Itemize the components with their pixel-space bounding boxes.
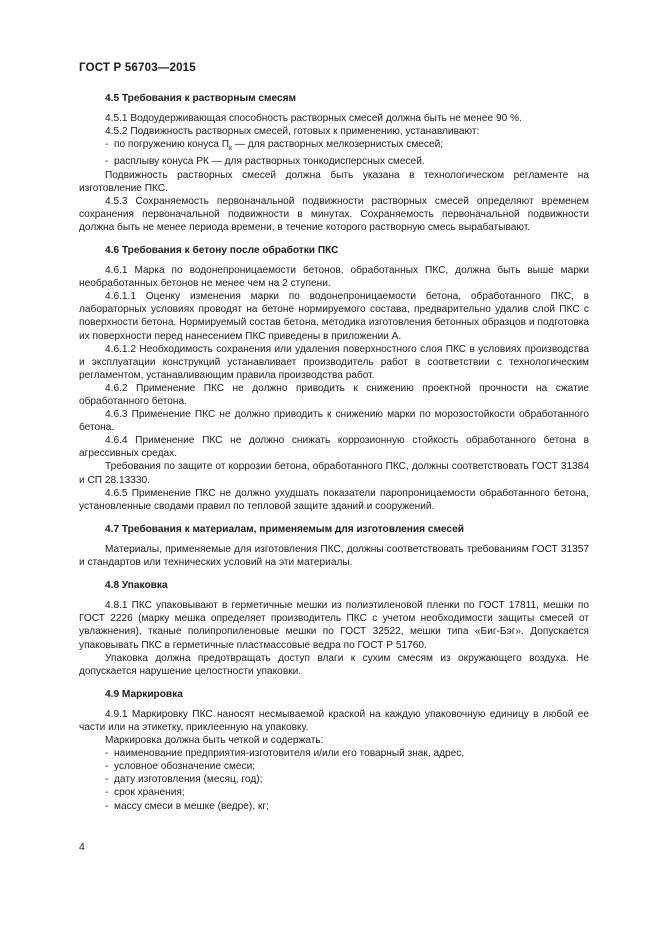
list-item: - расплыву конуса РК — для растворных тонкодисперсных смесей. <box>105 156 425 168</box>
paragraph: 4.6.2 Применение ПКС не должно приводить к снижению проектной прочности на сжатие обработанного бетона. <box>79 382 589 407</box>
paragraph: 4.5.2 Подвижность растворных смесей, готовых к применению, устанавливают: <box>105 126 480 138</box>
section-heading: 4.5 Требования к растворным смесям <box>105 93 297 104</box>
list-item-text: срок хранения; <box>114 787 185 799</box>
section-heading: 4.6 Требования к бетону после обработки ПКС <box>105 244 339 256</box>
list-item-text: дату изготовления (месяц, год); <box>114 774 263 786</box>
standard-header: ГОСТ Р 56703—2015 <box>79 62 196 74</box>
list-item-text: массу смеси в мешке (ведре), кг; <box>114 800 269 812</box>
section-heading: 4.9 Маркировка <box>105 688 183 700</box>
paragraph: Маркировка должна быть четкой и содержать: <box>105 735 324 747</box>
paragraph: Материалы, применяемые для изготовления ПКС, должны соответствовать требованиям ГОСТ 31357 и стандартов или технических условий на эти материалы. <box>79 543 589 569</box>
list-item: - условное обозначение смеси; <box>105 761 256 773</box>
list-item-text: условное обозначение смеси; <box>114 761 256 773</box>
subscript: к <box>228 145 233 153</box>
list-item: - наименование предприятия-изготовителя и/или его товарный знак, адрес, <box>105 748 465 760</box>
list-item-text: наименование предприятия-изготовителя и/или его товарный знак, адрес, <box>114 748 465 760</box>
paragraph: 4.5.1 Водоудерживающая способность растворных смесей должна быть не менее 90 %. <box>105 113 522 125</box>
paragraph: 4.6.3 Применение ПКС не должно приводить к снижению марки по морозостойкости обработанного бетона. <box>79 409 589 434</box>
list-item: - по погружению конуса $П_к$ — для растворных мелкозернистых смесей; <box>105 139 444 153</box>
page-number: 4 <box>79 841 85 853</box>
paragraph: 4.6.1.1 Оценку изменения марки по водонепроницаемости бетона, обработанного ПКС, в лабораторных условиях проводят на бетоне нормируемого состава, предварительно удалив слой ПКС с поверхности бетона. Нормируемый состав бетона, методика изготовления бетонных образцов и подготовка их поверхности перед нанесением ПКС приведены в приложении А. <box>79 291 589 342</box>
section-heading: 4.7 Требования к материалам, применяемым для изготовления смесей <box>105 523 464 535</box>
list-item-text: по погружению конуса П <box>114 139 229 151</box>
paragraph: 4.5.3 Сохраняемость первоначальной подвижности растворных смесей определяют временем сохранения первоначальной подвижности в минутах. Сохраняемость первоначальной подвижности должна быть не менее периода времени, в течение которого растворную смесь вырабатывают. <box>79 195 589 233</box>
paragraph: 4.6.4 Применение ПКС не должно снижать коррозионную стойкость обработанного бетона в агрессивных средах. <box>79 435 589 460</box>
paragraph: 4.6.1.2 Необходимость сохранения или удаления поверхностного слоя ПКС в условиях производства и эксплуатации конструкций устанавливает производитель работ в соответствии с технологическим регламентом, устанавливающим правила производства работ. <box>79 343 589 381</box>
list-item: - срок хранения; <box>105 787 185 799</box>
paragraph: 4.9.1 Маркировку ПКС наносят несмываемой краской на каждую упаковочную единицу в любой ее части или на этикетку, приклеенную на упаковку. <box>79 708 589 733</box>
section-heading: 4.8 Упаковка <box>105 580 168 592</box>
list-item-text: расплыву конуса РК — для растворных тонкодисперсных смесей. <box>114 156 425 168</box>
paragraph: Подвижность растворных смесей должна быть указана в технологическом регламенте на изготовление ПКС. <box>79 169 589 194</box>
list-item-text: — для растворных мелкозернистых смесей; <box>232 139 444 151</box>
paragraph: Упаковка должна предотвращать доступ влаги к сухим смесям из окружающего воздуха. Не допускается нарушение целостности упаковки. <box>79 652 589 677</box>
list-item: - массу смеси в мешке (ведре), кг; <box>105 800 269 812</box>
document-body <box>79 92 589 813</box>
list-item: - дату изготовления (месяц, год); <box>105 774 263 786</box>
paragraph: Требования по защите от коррозии бетона, обработанного ПКС, должны соответствовать ГОСТ 31384 и СП 28.13330. <box>79 461 589 486</box>
paragraph: 4.6.1 Марка по водонепроницаемости бетонов, обработанных ПКС, должна быть выше марки необработанных бетонов не менее чем на 2 ступени. <box>79 265 589 290</box>
paragraph: 4.8.1 ПКС упаковывают в герметичные мешки из полиэтиленовой пленки по ГОСТ 17811, мешки по ГОСТ 2226 (марку мешка определяет производитель ПКС с учетом необходимости защиты смесей от увлажнения), тканые полипропиленовые мешки по ГОСТ 32522, мешки типа «Биг-Бэг». Допускается упаковывать ПКС в герметичные пластмассовые ведра по ГОСТ Р 51760. <box>79 600 589 651</box>
paragraph: 4.6.5 Применение ПКС не должно ухудшать показатели паропроницаемости обработанного бетона, установленные сводами правил по тепловой защите зданий и сооружений. <box>79 487 589 512</box>
